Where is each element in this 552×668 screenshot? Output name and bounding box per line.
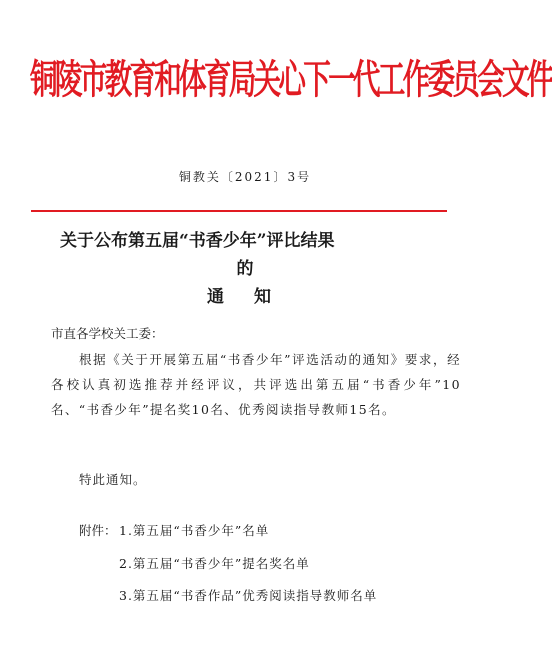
salutation: 市直各学校关工委： xyxy=(51,326,164,341)
attachments-label: 附件： xyxy=(79,523,117,538)
document-header-title: 铜陵市教育和体育局关心下一代工作委员会文件 xyxy=(30,57,552,103)
document-number: 铜教关〔2021〕3号 xyxy=(178,170,312,184)
notice-title-line-3: 通 知 xyxy=(207,287,283,307)
attachment-item: 2.第五届“书香少年”提名奖名单 xyxy=(119,556,310,571)
notice-title-line-1: 关于公布第五届“书香少年”评比结果 xyxy=(60,231,335,251)
attachment-item: 3.第五届“书香作品”优秀阅读指导教师名单 xyxy=(119,588,378,603)
closing-line: 特此通知。 xyxy=(79,472,147,487)
red-divider xyxy=(31,210,447,212)
body-paragraph: 根据《关于开展第五届“书香少年”评选活动的通知》要求，经各校认真初选推荐并经评议，共评选出第五届“书香少年”10名、“书香少年”提名奖10名、优秀阅读指导教师15名。 xyxy=(51,352,461,417)
attachment-item: 1.第五届“书香少年”名单 xyxy=(119,523,270,538)
notice-title-line-2: 的 xyxy=(236,259,254,279)
